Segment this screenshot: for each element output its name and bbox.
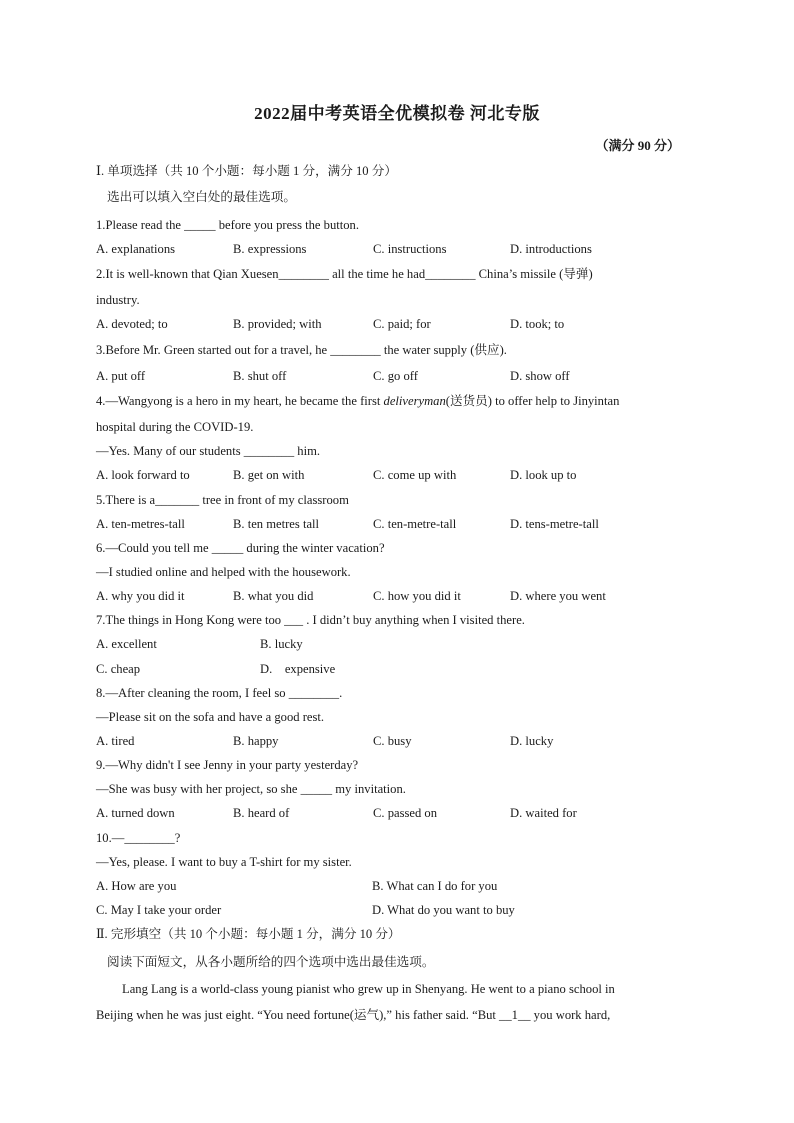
q7-option-b: B. lucky: [260, 637, 303, 651]
exam-title: 2022届中考英语全优模拟卷 河北专版: [254, 104, 540, 123]
q4-stem-pre: 4.—Wangyong is a hero in my heart, he became the first: [96, 394, 384, 408]
q6-option-d: D. where you went: [510, 589, 606, 603]
q3-option-d: D. show off: [510, 369, 570, 383]
q1-option-b: B. expressions: [233, 242, 307, 256]
q4-option-a: A. look forward to: [96, 468, 190, 482]
q4-stem-italic: deliveryman: [383, 394, 446, 408]
q10-stem: 10.—________?: [96, 831, 181, 845]
passage-line-2-post: you work hard,: [530, 1008, 611, 1022]
passage-line-2-pre: Beijing when he was just eight. “You need fortune(运气),” his father said. “But: [96, 1008, 500, 1022]
q8-option-b: B. happy: [233, 734, 279, 748]
q3-option-a: A. put off: [96, 369, 146, 383]
q5-option-b: B. ten metres tall: [233, 517, 320, 531]
q2-stem: 2.It is well-known that Qian Xuesen________ all the time he had________ China’s missile (导弹): [96, 267, 593, 281]
q4-response: —Yes. Many of our students ________ him.: [96, 444, 321, 458]
q5-option-c: C. ten-metre-tall: [373, 517, 457, 531]
q1-option-d: D. introductions: [510, 242, 592, 256]
section2-instruction: 阅读下面短文，从各小题所给的四个选项中选出最佳选项。: [107, 955, 435, 969]
q7-option-d: D. expensive: [260, 662, 336, 676]
q5-stem: 5.There is a_______ tree in front of my classroom: [96, 493, 349, 507]
section1-heading: Ⅰ. 单项选择（共 10 个小题：每小题 1 分，满分 10 分）: [96, 164, 397, 178]
q4-stem-post: (送货员) to offer help to Jinyintan: [445, 394, 620, 408]
q7-stem: 7.The things in Hong Kong were too ___ . I didn’t buy anything when I visited there.: [96, 613, 525, 627]
q2-stem-cont: industry.: [96, 293, 140, 307]
q7-option-a: A. excellent: [96, 637, 157, 651]
q1-stem: 1.Please read the _____ before you press the button.: [96, 218, 359, 232]
q7-option-c: C. cheap: [96, 662, 141, 676]
q8-response: —Please sit on the sofa and have a good rest.: [96, 710, 325, 724]
full-score: （满分 90 分）: [595, 138, 680, 153]
q3-option-c: C. go off: [373, 369, 418, 383]
blank-1: __1__: [499, 1008, 531, 1022]
q8-option-a: A. tired: [96, 734, 135, 748]
q1-option-a: A. explanations: [96, 242, 176, 256]
q2-option-a: A. devoted; to: [96, 317, 168, 331]
q3-stem: 3.Before Mr. Green started out for a travel, he ________ the water supply (供应).: [96, 343, 507, 357]
q4-stem-cont: hospital during the COVID-19.: [96, 420, 254, 434]
q9-option-b: B. heard of: [233, 806, 290, 820]
q2-option-c: C. paid; for: [373, 317, 431, 331]
q4-option-b: B. get on with: [233, 468, 305, 482]
q4-option-d: D. look up to: [510, 468, 577, 482]
section1-instruction: 选出可以填入空白处的最佳选项。: [107, 190, 296, 204]
q5-option-d: D. tens-metre-tall: [510, 517, 599, 531]
q9-option-d: D. waited for: [510, 806, 577, 820]
q5-option-a: A. ten-metres-tall: [96, 517, 185, 531]
q10-option-d: D. What do you want to buy: [372, 903, 515, 917]
q6-option-a: A. why you did it: [96, 589, 185, 603]
q6-response: —I studied online and helped with the housework.: [96, 565, 351, 579]
q6-stem: 6.—Could you tell me _____ during the winter vacation?: [96, 541, 385, 555]
q2-option-d: D. took; to: [510, 317, 565, 331]
q8-option-c: C. busy: [373, 734, 412, 748]
q3-option-b: B. shut off: [233, 369, 287, 383]
q6-option-c: C. how you did it: [373, 589, 461, 603]
q10-option-c: C. May I take your order: [96, 903, 222, 917]
q10-option-b: B. What can I do for you: [372, 879, 498, 893]
passage-line-2: [96, 1007, 686, 1023]
q6-option-b: B. what you did: [233, 589, 314, 603]
q4-option-c: C. come up with: [373, 468, 457, 482]
q9-option-c: C. passed on: [373, 806, 438, 820]
q2-option-b: B. provided; with: [233, 317, 322, 331]
q4-stem: [96, 393, 619, 409]
q9-option-a: A. turned down: [96, 806, 175, 820]
q1-option-c: C. instructions: [373, 242, 447, 256]
q10-option-a: A. How are you: [96, 879, 177, 893]
q9-stem: 9.—Why didn't I see Jenny in your party yesterday?: [96, 758, 359, 772]
passage-line-1: Lang Lang is a world-class young pianist who grew up in Shenyang. He went to a piano school in: [122, 982, 615, 996]
q8-option-d: D. lucky: [510, 734, 554, 748]
q9-response: —She was busy with her project, so she _____ my invitation.: [96, 782, 406, 796]
q10-response: —Yes, please. I want to buy a T-shirt for my sister.: [96, 855, 352, 869]
section2-heading: Ⅱ. 完形填空（共 10 个小题：每小题 1 分，满分 10 分）: [96, 927, 401, 941]
q8-stem: 8.—After cleaning the room, I feel so ________.: [96, 686, 343, 700]
